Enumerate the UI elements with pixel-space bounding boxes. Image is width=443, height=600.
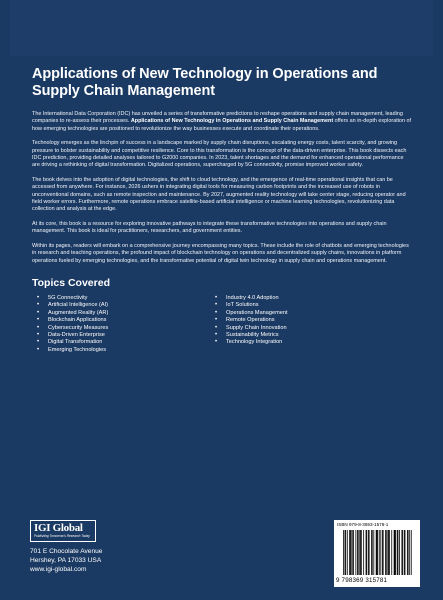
barcode-bar (366, 530, 367, 575)
barcode-bar (386, 530, 387, 575)
barcode-bar (368, 530, 369, 575)
topic-item: • 5G Connectivity (32, 295, 210, 302)
barcode-bar (407, 530, 408, 575)
barcode-bar (352, 530, 353, 575)
publisher-logo-tagline: Publishing Tomorrow's Research Today (34, 534, 90, 538)
publisher-website[interactable]: www.igi-global.com (30, 566, 87, 573)
topic-item: • Industry 4.0 Adoption (210, 295, 388, 302)
topics-column-left (32, 295, 210, 354)
barcode-bar (391, 530, 392, 575)
barcode-bar (409, 530, 410, 575)
barcode-digits: 9 798369 315781 (336, 577, 388, 584)
publisher-address (30, 547, 102, 574)
address-city: Hershey, PA 17033 USA (30, 557, 102, 564)
barcode-bar (347, 530, 348, 575)
barcode-bar (383, 530, 384, 575)
barcode-bar (377, 530, 378, 575)
description-p1-rest: offers an in-depth exploration of how emerging technologies are positioned to revolutionize the way businesses execute and coordinate their operations. (32, 118, 412, 132)
barcode-bar (366, 530, 367, 575)
isbn-barcode (334, 520, 420, 587)
barcode-bar (343, 530, 344, 575)
barcode-bar (369, 530, 370, 575)
barcode-bar (353, 530, 354, 575)
barcode-bar (373, 530, 374, 575)
publisher-logo-text: IGI Global (34, 522, 83, 534)
topics-heading: Topics Covered (32, 277, 110, 290)
barcode-bar (385, 530, 386, 575)
topic-item: • IoT Solutions (210, 302, 388, 309)
barcode-bar (372, 530, 373, 575)
publisher-logo (30, 520, 96, 542)
back-cover-content (32, 66, 412, 354)
barcode-bar (350, 530, 351, 575)
barcode-bar (349, 530, 350, 575)
barcode-bar (379, 530, 380, 575)
description-paragraph-5: Within its pages, readers will embark on a comprehensive journey encompassing many topics. These include the role of chatbots and emerging technologies in research and teaching operations, the profound impact of blockchain technology on operations and decentralized supply chains, innovations in platform operations fueled by emerging technologies, and the transformative potential of digital twin technology in supply chain and operations management. (32, 243, 409, 264)
cover-top-panel (10, 0, 433, 56)
barcode-bar (411, 530, 412, 575)
barcode-bar (397, 530, 398, 575)
barcode-bar (361, 530, 362, 575)
barcode-bar (402, 530, 403, 575)
topic-item: • Cybersecurity Measures (32, 325, 210, 332)
barcode-bar (408, 530, 409, 575)
topic-item: • Data-Driven Enterprise (32, 332, 210, 339)
description-p1-lead: The International Data Corporation (IDC) has unveiled a series of transformative predictions to reshape operations and supply chain management, leading companies to re-assess their processes. (32, 111, 403, 125)
barcode-bar (345, 530, 346, 575)
barcode-bar (394, 530, 395, 575)
topic-item: • Sustainability Metrics (210, 332, 388, 339)
barcode-bar (399, 530, 400, 575)
topic-item: • Technology Integration (210, 339, 388, 346)
description-paragraph-2: Technology emerges as the linchpin of success in a landscape marked by supply chain disruptions, escalating energy costs, talent scarcity, and growing pressure to bolster sustainability and competitive resilience. Core to this transformation is the concept of the data-driven enterprise. This book dissects each IDC prediction, providing detailed analyses tailored to G2000 companies. In 2023, talent shortages and the demand for enhanced operational performance are driving a rethinking of digital transformation. Digitalized operations, supercharged by 5G connectivity, promise improved worker safety. (32, 140, 407, 169)
barcode-bar (358, 530, 359, 575)
topic-item: • Augmented Reality (AR) (32, 310, 210, 317)
barcode-bar (405, 530, 406, 575)
barcode-bar (359, 530, 360, 575)
barcode-bar (371, 530, 372, 575)
topics-column-right (210, 295, 388, 354)
barcode-bar (351, 530, 352, 575)
barcode-bar (395, 530, 396, 575)
book-title: Applications of New Technology in Operations and Supply Chain Management (32, 66, 378, 99)
isbn-number: ISBN 979-8-3693-1578-1 (337, 522, 389, 527)
barcode-bar (360, 530, 361, 575)
barcode-bar (404, 530, 405, 575)
barcode-bar (389, 530, 390, 575)
barcode-bar (382, 530, 383, 575)
barcode-bar (357, 530, 358, 575)
topic-item: • Operations Management (210, 310, 388, 317)
barcode-bar (345, 530, 346, 575)
barcode-bar (363, 530, 364, 575)
address-street: 701 E Chocolate Avenue (30, 548, 103, 555)
barcode-bar (376, 530, 377, 575)
barcode-bar (398, 530, 399, 575)
description-paragraph-4: At its core, this book is a resource for exploring innovative pathways to integrate these transformative technologies into operations and supply chain management. This book is ideal for practitioners, researchers, and government entities. (32, 221, 387, 235)
barcode-bar (394, 530, 395, 575)
barcode-bar (377, 530, 378, 575)
topic-item: • Artificial Intelligence (AI) (32, 302, 210, 309)
publisher-footer (30, 520, 420, 600)
topic-item: • Blockchain Applications (32, 317, 210, 324)
topic-item: • Remote Operations (210, 317, 388, 324)
topic-item: • Supply Chain Innovation (210, 325, 388, 332)
description-p1-book-title: Applications of New Technology in Operations and Supply Chain Management (130, 118, 334, 125)
barcode-bar (355, 530, 356, 575)
description-paragraph-1 (32, 111, 412, 133)
barcode-bar (402, 530, 403, 575)
topics-list (32, 295, 392, 354)
barcode-bar (380, 530, 381, 575)
barcode-bar (388, 530, 389, 575)
description-paragraph-3: The book delves into the adoption of digital technologies, the shift to cloud technology, and the emergence of real-time operational insights that can be accessed from anywhere. For instance, 2026 ushers in integrating digital tools for measuring carbon footprints and the increased use of robots in unconventional domains, such as remote inspection and maintenance. By 2027, augmented reality technology will take center stage, reducing operator and field worker errors. Furthermore, remote operations embrace satellite-based artificial intelligence or machine learning technologies, revolutionizing data collection and analysis at the edge. (32, 177, 406, 213)
topic-item: • Emerging Technologies (32, 347, 210, 354)
barcode-bar (387, 530, 388, 575)
topic-item: • Digital Transformation (32, 339, 210, 346)
